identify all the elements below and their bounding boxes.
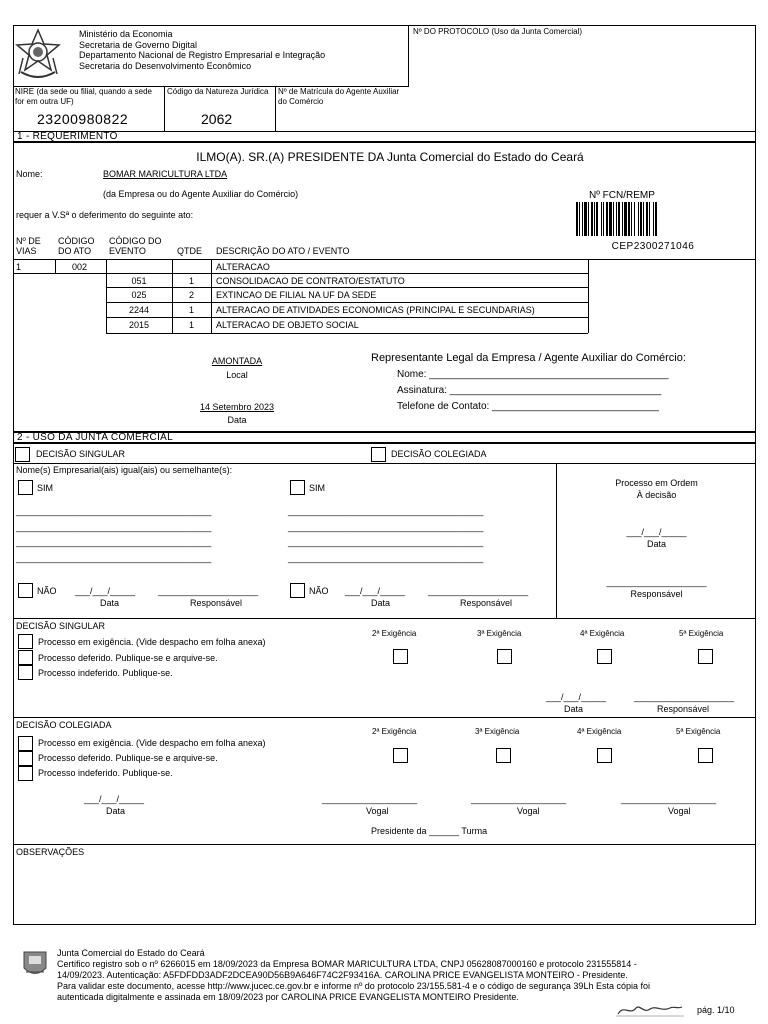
dc-exig3-checkbox[interactable]: [496, 748, 511, 763]
names-blank-list-1: [16, 504, 211, 566]
natureza-label: Código da Natureza Jurídica: [167, 87, 269, 96]
ds-title: DECISÃO SINGULAR: [16, 621, 106, 631]
section1-title: 1 - REQUERIMENTO: [13, 131, 756, 142]
ds-exig3-checkbox[interactable]: [497, 649, 512, 664]
blank-line: _______________________________________: [16, 506, 212, 516]
vogal-label-1: Vogal: [366, 806, 389, 816]
footer-line: Para validar este documento, acesse http://www.jucec.ce.gov.br e informe nº do protocolo 23/155.581-4 e o código de segurança 39Lh Esta cópia foi: [57, 981, 650, 991]
dc-exig3-label: 3ª Exigência: [475, 727, 520, 736]
blank-line: _______________________________________: [16, 521, 212, 532]
names-blank-list-2: [288, 504, 483, 566]
data-label: Data: [100, 598, 120, 608]
resp-blank: ____________________: [158, 586, 259, 596]
ds-exig2-label: 2ª Exigência: [372, 629, 417, 638]
barcode: [576, 202, 730, 236]
resp-blank: ____________________: [606, 577, 707, 587]
org-line: Ministério da Economia: [79, 29, 173, 39]
data-label: Data: [564, 704, 584, 714]
nire-value: 23200980822: [37, 111, 129, 127]
data-label: Data: [106, 806, 126, 816]
request-text: requer a V.Sª o deferimento do seguinte ato:: [16, 210, 194, 220]
nao-checkbox-2[interactable]: [290, 583, 305, 598]
ds-exig3-label: 3ª Exigência: [477, 629, 522, 638]
nao-checkbox-1[interactable]: [18, 583, 33, 598]
table-cell: CONSOLIDACAO DE CONTRATO/ESTATUTO: [216, 276, 405, 286]
ds-indeferido-checkbox[interactable]: [18, 665, 33, 680]
observacoes-label: OBSERVAÇÕES: [16, 847, 85, 857]
section2-title: 2 - USO DA JUNTA COMERCIAL: [13, 432, 756, 443]
nomes-label: Nome(s) Empresarial(ais) igual(ais) ou semelhante(s):: [16, 465, 233, 475]
responsavel-label: Responsável: [190, 598, 243, 608]
responsavel-label: Responsável: [460, 598, 513, 608]
responsavel-label: Responsável: [657, 704, 710, 714]
ds-indeferido-label: Processo indeferido. Publique-se.: [38, 668, 173, 678]
table-cell: 2244: [128, 305, 150, 315]
blank-line: _______________________________________: [16, 552, 212, 563]
vogal-blank-2: ___________________: [471, 794, 567, 804]
dc-exig5-checkbox[interactable]: [698, 748, 713, 763]
nao-label: NÃO: [309, 586, 329, 596]
addressee: ILMO(A). SR.(A) PRESIDENTE DA Junta Comercial do Estado do Ceará: [196, 150, 584, 164]
vogal-label-2: Vogal: [517, 806, 540, 816]
page-number: pág. 1/10: [697, 1005, 735, 1015]
local-value: AMONTADA: [211, 356, 263, 366]
ds-exig4-label: 4ª Exigência: [580, 629, 625, 638]
date-blank: ___/___/_____: [75, 586, 136, 596]
th-evento: CÓDIGO DO EVENTO: [109, 236, 162, 256]
dc-exig2-label: 2ª Exigência: [372, 727, 417, 736]
rep-telefone: Telefone de Contato: ______________________________: [397, 401, 659, 412]
table-cell: 1: [188, 320, 194, 330]
jucec-seal-icon: [22, 948, 48, 980]
a-decisao: À decisão: [636, 490, 677, 500]
blank-line: _______________________________________: [288, 552, 484, 563]
resp-blank: ____________________: [428, 586, 529, 596]
sim-checkbox-1[interactable]: [18, 480, 33, 495]
responsavel-label: Responsável: [630, 589, 683, 599]
presidente-label: Presidente da ______ Turma: [371, 826, 488, 836]
dc-exig4-label: 4ª Exigência: [577, 727, 622, 736]
name-note: (da Empresa ou do Agente Auxiliar do Comércio): [103, 189, 299, 199]
resp-blank: ____________________: [634, 692, 735, 702]
ds-exig5-label: 5ª Exigência: [679, 629, 724, 638]
decisao-singular-label: DECISÃO SINGULAR: [36, 449, 126, 459]
footer-org: Junta Comercial do Estado do Ceará: [57, 948, 205, 958]
dc-indeferido-checkbox[interactable]: [18, 766, 33, 781]
table-cell: 1: [188, 276, 194, 286]
table-cell: ALTERACAO: [216, 262, 270, 272]
data-label: Data: [646, 539, 666, 549]
dc-indeferido-label: Processo indeferido. Publique-se.: [38, 768, 173, 778]
dc-exigencia-checkbox[interactable]: [18, 736, 33, 751]
date-blank: ___/___/_____: [84, 794, 145, 804]
th-descricao: DESCRIÇÃO DO ATO / EVENTO: [216, 246, 350, 256]
dc-deferido-checkbox[interactable]: [18, 751, 33, 766]
rep-title: Representante Legal da Empresa / Agente Auxiliar do Comércio:: [371, 352, 686, 364]
date-value: 14 Setembro 2023: [199, 402, 275, 412]
blank-line: _______________________________________: [16, 537, 212, 547]
th-qtde: QTDE: [177, 246, 203, 256]
ds-deferido-label: Processo deferido. Publique-se e arquive-se.: [38, 653, 218, 663]
table-cell: 2015: [128, 320, 150, 330]
ds-exig2-checkbox[interactable]: [393, 649, 408, 664]
footer-line: Certifico registro sob o nº 6266015 em 18/09/2023 da Empresa BOMAR MARICULTURA LTDA, CNPJ 05628087000160 e protocolo 231555814 -: [57, 959, 637, 969]
vogal-blank-1: ___________________: [322, 794, 418, 804]
processo-ordem: Processo em Ordem: [615, 478, 698, 488]
matricula-label: Nº de Matrícula do Agente Auxiliar do Comércio: [278, 87, 400, 106]
th-vias: Nº DE VIAS: [16, 236, 41, 256]
org-line: Secretaria de Governo Digital: [79, 39, 198, 50]
table-cell: 2: [188, 290, 194, 300]
rep-nome: Nome: ___________________________________________: [397, 369, 669, 380]
table-cell: ALTERACAO DE OBJETO SOCIAL: [216, 320, 359, 330]
table-cell: 002: [72, 262, 88, 272]
dc-deferido-label: Processo deferido. Publique-se e arquive-se.: [38, 753, 218, 763]
ds-exig5-checkbox[interactable]: [698, 649, 713, 664]
dc-title: DECISÃO COLEGIADA: [16, 720, 112, 730]
th-ato: CÓDIGO DO ATO: [58, 236, 95, 256]
blank-line: _______________________________________: [288, 521, 484, 532]
decisao-singular-checkbox[interactable]: [15, 447, 30, 462]
fcn-label: Nº FCN/REMP: [589, 190, 655, 201]
org-block: [79, 29, 325, 71]
blank-line: _______________________________________: [288, 506, 484, 516]
name-label: Nome:: [16, 169, 43, 179]
rep-assinatura: Assinatura: ______________________________________: [397, 385, 662, 396]
ds-exig4-checkbox[interactable]: [597, 649, 612, 664]
ds-deferido-checkbox[interactable]: [18, 650, 33, 665]
ds-exigencia-label: Processo em exigência. (Vide despacho em folha anexa): [38, 637, 266, 647]
company-name: BOMAR MARICULTURA LTDA: [103, 169, 228, 179]
table-cell: ALTERACAO DE ATIVIDADES ECONOMICAS (PRINCIPAL E SECUNDARIAS): [216, 305, 535, 315]
signature-icon: [614, 1000, 686, 1020]
footer-text: [57, 948, 650, 1003]
vogal-blank-3: ___________________: [621, 794, 717, 804]
date-blank: ___/___/_____: [626, 527, 687, 537]
date-blank: ___/___/_____: [546, 692, 607, 702]
decisao-colegiada-label: DECISÃO COLEGIADA: [391, 449, 487, 459]
local-label: Local: [226, 370, 248, 380]
table-cell: 1: [16, 262, 22, 272]
org-line: Departamento Nacional de Registro Empresarial e Integração: [79, 50, 326, 60]
sim-label: SIM: [37, 483, 54, 493]
table-cell: 051: [131, 276, 147, 286]
sim-checkbox-2[interactable]: [290, 480, 305, 495]
nao-label: NÃO: [37, 586, 57, 596]
ds-exigencia-checkbox[interactable]: [18, 634, 33, 649]
coat-of-arms-icon: [15, 28, 61, 82]
footer-line: autenticada digitalmente e assinada em 18/09/2023 por CAROLINA PRICE EVANGELISTA MONTEIRO Presidente.: [57, 992, 519, 1002]
org-line: Secretaria do Desenvolvimento Econômico: [79, 60, 252, 71]
decisao-colegiada-checkbox[interactable]: [371, 447, 386, 462]
dc-exig2-checkbox[interactable]: [393, 748, 408, 763]
fcn-code: CEP2300271046: [611, 241, 695, 252]
data-label: Data: [371, 598, 391, 608]
dc-exig5-label: 5ª Exigência: [676, 727, 721, 736]
table-cell: 025: [131, 290, 147, 300]
nire-label: NIRE (da sede ou filial, quando a sede for em outra UF): [15, 87, 152, 106]
blank-line: _______________________________________: [288, 537, 484, 547]
sim-label: SIM: [309, 483, 326, 493]
dc-exigencia-label: Processo em exigência. (Vide despacho em folha anexa): [38, 738, 266, 748]
barcode-bar: [657, 202, 658, 236]
footer-line: 14/09/2023. Autenticação: A5FDFDD3ADF2DCEA90D56B9A646F74C2F93416A. CAROLINA PRICE EVANGELISTA MONTEIRO - Presidente.: [57, 970, 628, 980]
table-cell: EXTINCAO DE FILIAL NA UF DA SEDE: [216, 290, 377, 300]
natureza-value: 2062: [201, 111, 233, 127]
table-cell: 1: [188, 305, 194, 315]
date-blank: ___/___/_____: [345, 586, 406, 596]
vogal-label-3: Vogal: [668, 806, 691, 816]
dc-exig4-checkbox[interactable]: [597, 748, 612, 763]
date-label: Data: [227, 415, 247, 425]
protocol-label: Nº DO PROTOCOLO (Uso da Junta Comercial): [413, 27, 583, 36]
